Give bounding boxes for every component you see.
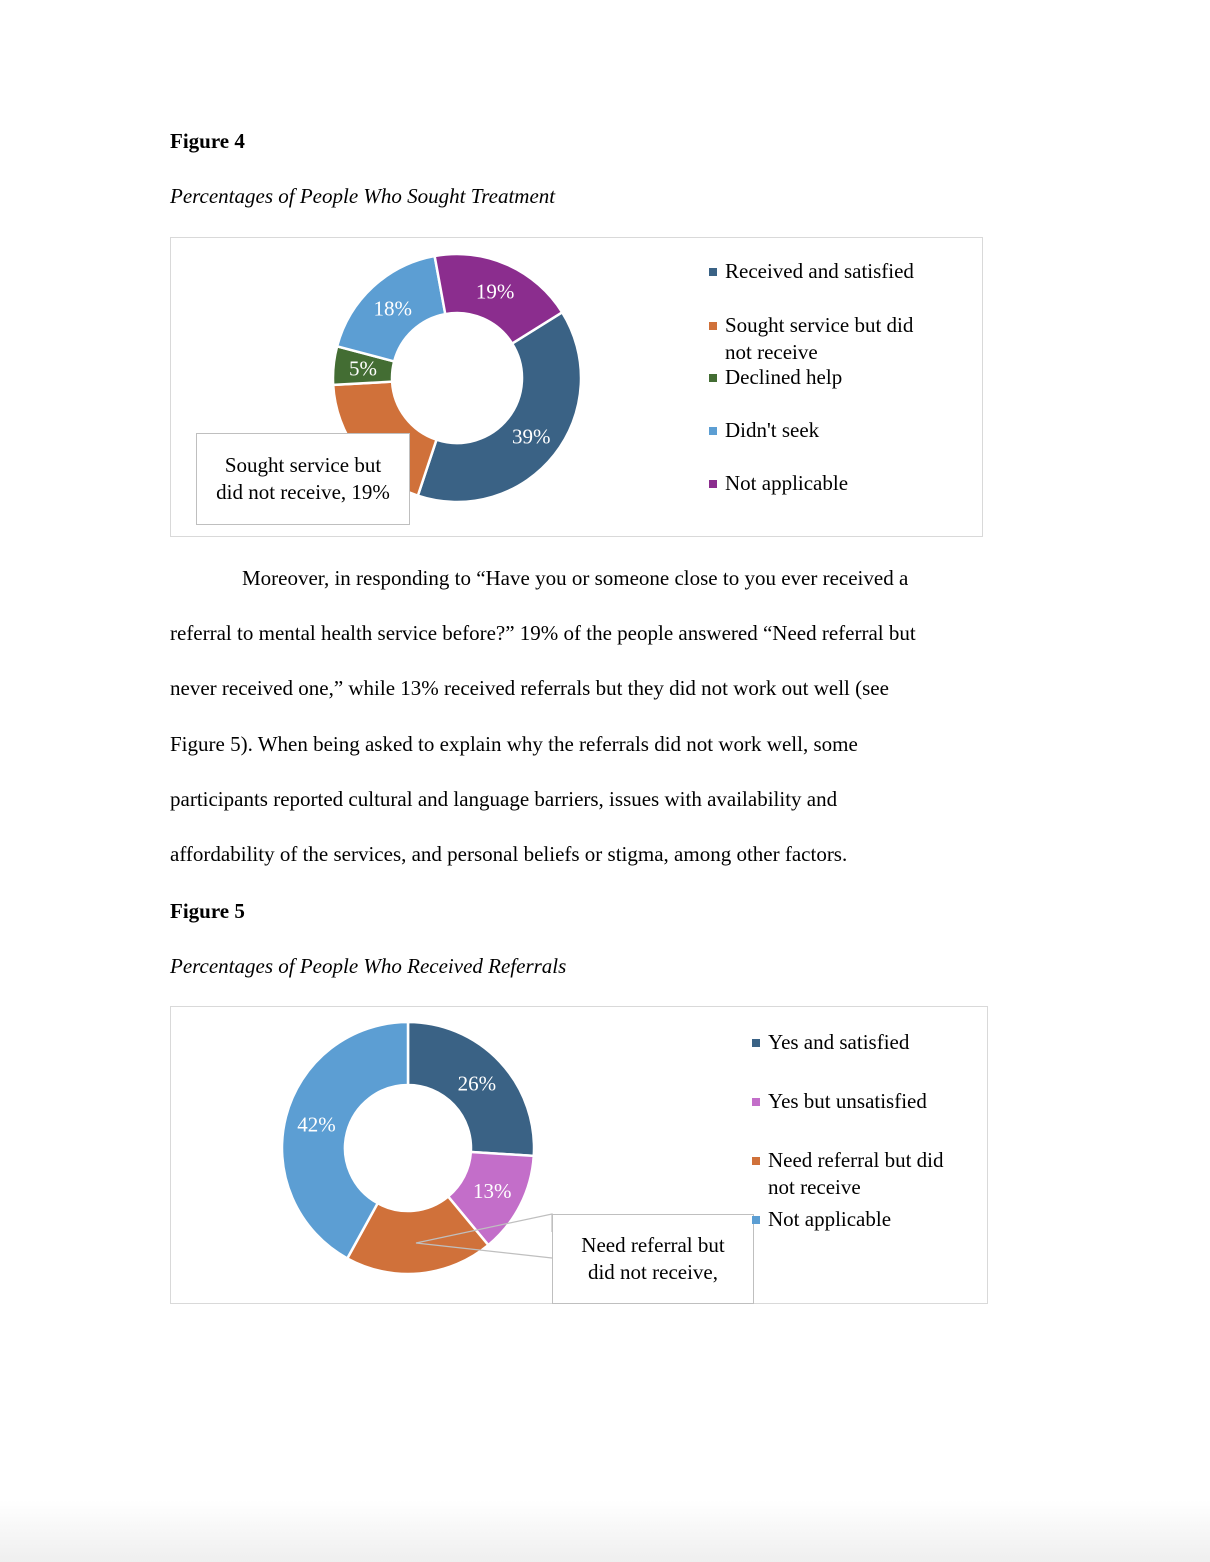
slice-value-label: 5%: [348, 356, 377, 381]
figure-4-title: Percentages of People Who Sought Treatment: [170, 184, 556, 208]
figure-5-title: Percentages of People Who Received Referrals: [170, 954, 567, 978]
slice-value-label: 39%: [512, 424, 551, 449]
figure-4-chart: [170, 237, 983, 537]
figure-5-label: Figure 5: [170, 899, 245, 923]
legend-label: Need referral but did: [768, 1148, 944, 1172]
legend-item-sought-service: [725, 312, 913, 366]
callout-line-1: Need referral but: [581, 1233, 725, 1257]
paragraph-line: Moreover, in responding to “Have you or someone close to you ever received a: [242, 566, 909, 590]
legend-swatch: [752, 1157, 760, 1165]
paragraph-line: affordability of the services, and personal beliefs or stigma, among other factors.: [170, 842, 848, 866]
legend-item-not-applicable: [768, 1206, 891, 1233]
legend-swatch: [709, 427, 717, 435]
legend-label: Not applicable: [725, 471, 849, 495]
legend-label: Declined help: [725, 365, 843, 389]
legend-label: Not applicable: [768, 1207, 892, 1231]
legend-item-not-applicable: [725, 470, 848, 497]
legend-swatch: [709, 322, 717, 330]
legend-label-cont: not receive: [725, 340, 818, 364]
legend-swatch: [709, 374, 717, 382]
paragraph-line: participants reported cultural and language barriers, issues with availability and: [170, 787, 838, 811]
slice-value-label: 18%: [373, 296, 413, 321]
legend-swatch: [752, 1216, 760, 1224]
slice-value-label: 19%: [475, 279, 515, 304]
callout-line-2: did not receive, 19%: [216, 480, 390, 504]
legend-swatch: [752, 1098, 760, 1106]
legend-item-need-referral: [768, 1147, 944, 1201]
figure-5-chart: [170, 1006, 988, 1304]
callout-line-1: Sought service but: [224, 453, 382, 477]
page-bottom-shadow: [0, 1500, 1210, 1562]
legend-swatch: [709, 480, 717, 488]
legend-item-yes-and-satisfied: [768, 1029, 909, 1056]
legend-label: Yes and satisfied: [768, 1030, 910, 1054]
figure-4-callout: [196, 433, 410, 525]
slice-value-label: 42%: [297, 1112, 336, 1137]
callout-line-2: did not receive,: [587, 1260, 718, 1284]
legend-item-yes-but-unsatisfied: [768, 1088, 927, 1115]
legend-label-cont: not receive: [768, 1175, 861, 1199]
legend-label: Received and satisfied: [725, 259, 914, 283]
paragraph-line: referral to mental health service before?” 19% of the people answered “Need referral but: [170, 621, 916, 645]
legend-item-didnt-seek: [725, 417, 819, 444]
paragraph-line: never received one,” while 13% received referrals but they did not work out well (see: [170, 676, 889, 700]
figure-5-callout: [552, 1214, 754, 1304]
donut-slice: [418, 312, 581, 502]
paragraph-line: Figure 5). When being asked to explain why the referrals did not work well, some: [170, 732, 858, 756]
legend-label: Yes but unsatisfied: [768, 1089, 927, 1113]
legend-label: Sought service but did: [725, 313, 914, 337]
legend-swatch: [752, 1039, 760, 1047]
slice-value-label: 13%: [472, 1178, 512, 1203]
legend-item-received-and-satisfied: [725, 258, 914, 285]
figure-4-label: Figure 4: [170, 129, 245, 153]
legend-swatch: [709, 268, 717, 276]
slice-value-label: 26%: [457, 1071, 497, 1096]
legend-label: Didn't seek: [725, 418, 820, 442]
legend-item-declined-help: [725, 364, 842, 391]
